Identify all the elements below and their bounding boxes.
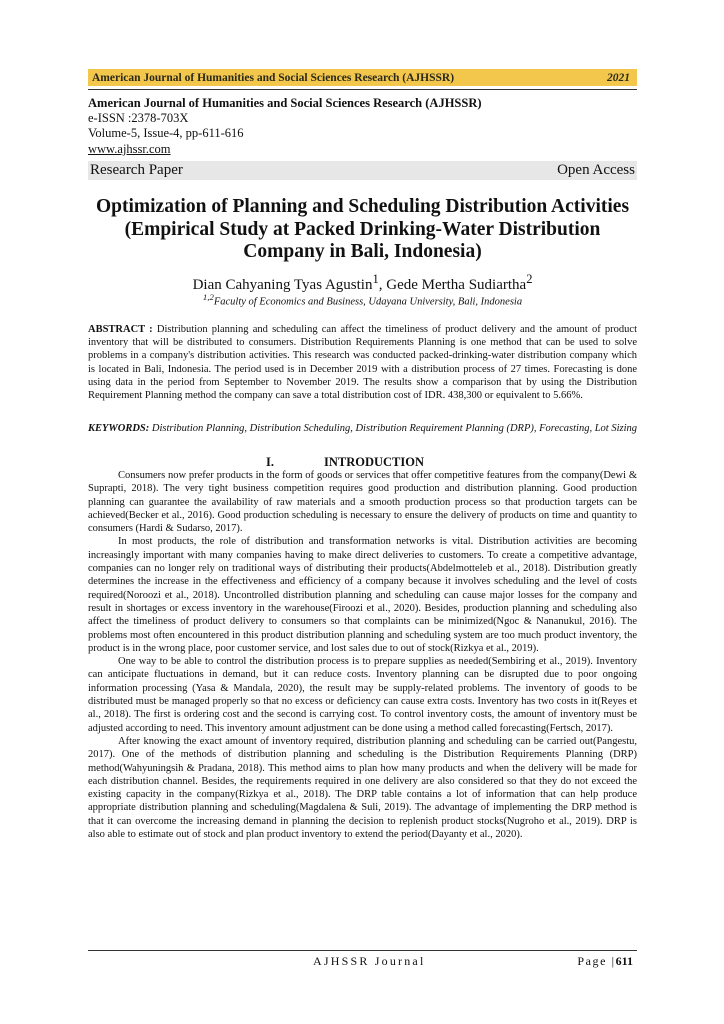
section-number: I. [266, 455, 274, 469]
page-label: Page | [577, 954, 616, 968]
keywords-label: KEYWORDS: [88, 423, 150, 434]
page-number: 611 [615, 954, 633, 968]
paper-title [88, 196, 637, 264]
title-line: Optimization of Planning and Scheduling Distribution Activities [95, 196, 630, 217]
header-rule [88, 89, 637, 90]
title-line: (Empirical Study at Packed Drinking-Water Distribution [124, 218, 601, 240]
journal-header-bar [88, 69, 637, 86]
journal-title: American Journal of Humanities and Social Sciences Research (AJHSSR) [88, 96, 482, 110]
footer-rule [88, 950, 637, 951]
access-type: Open Access [557, 162, 635, 178]
keywords-text: Distribution Planning, Distribution Scheduling, Distribution Requirement Planning (DRP), Forecasting, Lot Sizing [151, 423, 638, 434]
author-name: Gede Mertha Sudiartha [386, 277, 527, 293]
paper-type-bar [88, 161, 637, 180]
introduction-body [88, 469, 637, 841]
author-list [88, 272, 637, 294]
header-journal-name: American Journal of Humanities and Social Sciences Research (AJHSSR) [92, 71, 455, 84]
paragraph: After knowing the exact amount of inventory required, distribution planning and scheduling can be carried out(Pangestu, 2017). One of the methods of distribution planning and scheduling is the Distribution Requirements Planning (DRP) method(Wahyuningsih & Pradana, 2018). This method aims to plan how many products and when the delivery will be made for each distribution channel. Besides, the requirements required in one delivery are also considered so that they do not exceed the existing capacity in the company(Rizkya et al., 2018). The DRP table contains a lot of information that can help produce appropriate distribution planning and scheduling(Magdalena & Suli, 2019). The advantage of implementing the DRP method is that it can overcome the increasing demand in planning the decision to replenish product stocks(Nugroho et al., 2019). DRP is also able to estimate out of stock and plan product inventory to extend the period(Dayanty et al., 2020). [88, 735, 637, 841]
journal-url-link[interactable]: www.ajhssr.com [88, 141, 171, 156]
author-superscript: 1 [372, 272, 379, 286]
footer-page [577, 954, 633, 969]
author-separator: , [378, 277, 387, 293]
abstract-text: Distribution planning and scheduling can affect the timeliness of product delivery and the amount of product inventory that will be distributed to consumers. Distribution Requirements Planning is one method that can be used to solve problems in a company's distribution activities. This research was conducted packed-drinking-water distribution company which is located in Bali, Indonesia. The period used is in December 2019 with a distribution process of 27 times. Forecasting is done using data in the period from September to November 2019. The results show a comparison that by using the Distribution Requirement Planning method the company can save a total distribution cost of IDR. 438,300 or equivalent to 5.66%. [88, 324, 638, 402]
paragraph: Consumers now prefer products in the form of goods or services that offer competitive features from the company(Dewi & Suprapti, 2018). The very tight business competition requires good production and distribution planning. Good production planning can guarantee the availability of raw materials and a smooth production process so that production targets can be achieved(Becker et al., 2016). Good production scheduling is necessary to ensure the delivery of products on time and quantity to consumers (Hardi & Sudarso, 2017). [88, 470, 637, 535]
affiliation-text: Faculty of Economics and Business, Udayana University, Bali, Indonesia [213, 296, 523, 308]
paragraph: One way to be able to control the distribution process is to prepare supplies as needed(Sembiring et al., 2019). Inventory can anticipate fluctuations in demand, but it can reduce costs. Inventory planning can be disrupted due to poor ongoing information processing (Yasa & Mandala, 2020), the result may be supply-related problems. The inventory of goods to be distributed must be managed properly so that no excess or deficiency can cause extra costs. Inventory has two costs in it(Reyes et al., 2018). The first is ordering cost and the second is carrying cost. To control inventory costs, the amount of inventory must be adjusted according to need. This inventory amount adjustment can be done using a method called forecasting(Fertsch, 2017). [88, 656, 637, 734]
journal-issn: e-ISSN :2378-703X [88, 111, 189, 126]
keywords [88, 422, 637, 435]
section-name: INTRODUCTION [324, 455, 425, 469]
journal-volume: Volume-5, Issue-4, pp-611-616 [88, 126, 244, 141]
affiliation [88, 292, 637, 308]
title-line: Company in Bali, Indonesia) [243, 241, 482, 262]
header-year: 2021 [607, 71, 630, 84]
paragraph: In most products, the role of distribution and transformation networks is vital. Distribution activities are becoming increasingly important with many companies having to make direct deliveries to customers. To create a competitive advantage, companies can no longer rely on traditional ways of distributing their products(Abdelmotteleb et al., 2018). Distribution greatly determines the increase in the effectiveness and efficiency of a company because it involves scheduling and the level of costs required(Noroozi et al., 2018). Uncontrolled distribution planning and scheduling can cause major losses for the company and result in shortages or excess inventory in the warehouse(Firoozi et al., 2020). Besides, production planning and scheduling also affect the timeliness of product delivery to consumers so that complaints can be minimized(Ngoc & Nananukul, 2016). The problems most often encountered in this product distribution planning and scheduling system are too much product inventory, the product is in the wrong place, poor customer service, and lost sales due to out of stock(Rizkya et al., 2019). [88, 536, 637, 654]
footer-journal: AJHSSR Journal [313, 954, 426, 968]
journal-info [88, 96, 482, 157]
affiliation-superscript: 1,2 [202, 292, 214, 302]
paper-type: Research Paper [90, 162, 183, 178]
author-name: Dian Cahyaning Tyas Agustin [192, 277, 373, 293]
author-superscript: 2 [526, 272, 533, 286]
abstract-label: ABSTRACT : [88, 324, 153, 335]
page-footer [88, 954, 637, 970]
abstract [88, 323, 637, 402]
